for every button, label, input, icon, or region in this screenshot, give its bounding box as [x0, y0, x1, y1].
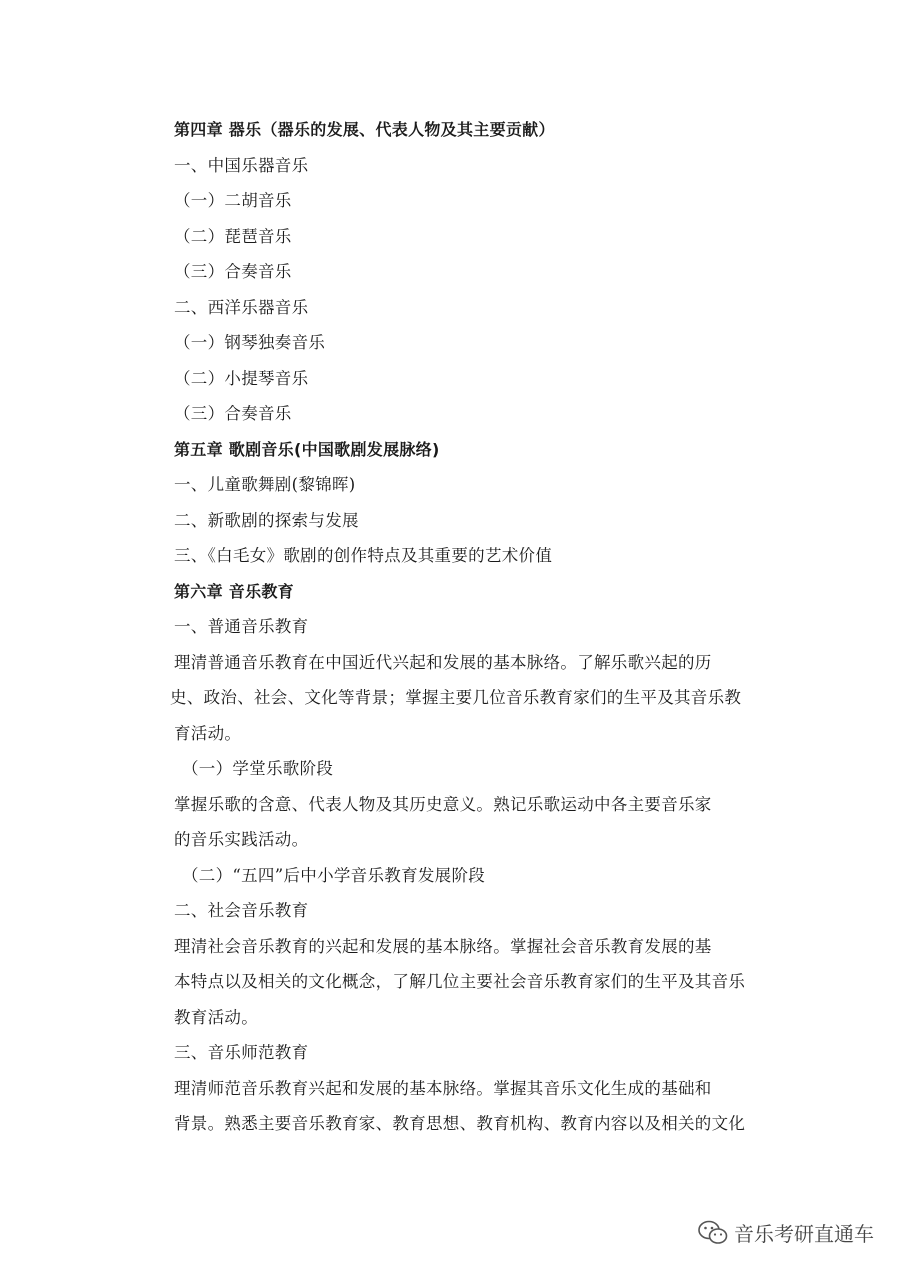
watermark-text: 音乐考研直通车: [734, 1222, 874, 1246]
body-text: 育活动。: [174, 723, 242, 743]
body-text: 理清师范音乐教育兴起和发展的基本脉络。掌握其音乐文化生成的基础和: [174, 1078, 712, 1098]
section-item: 一、普通音乐教育: [174, 617, 309, 636]
section-item: 二、西洋乐器音乐: [174, 297, 309, 317]
body-text: 理清社会音乐教育的兴起和发展的基本脉络。掌握社会音乐教育发展的基: [174, 936, 712, 956]
section-item: 三、《白毛女》歌剧的创作特点及其重要的艺术价值: [174, 546, 553, 565]
wechat-icon: [698, 1220, 728, 1246]
section-item: 二、社会音乐教育: [174, 901, 309, 920]
chapter-heading: 第六章 音乐教育: [174, 581, 294, 601]
chapter-heading: 第四章 器乐（器乐的发展、代表人物及其主要贡献）: [174, 120, 555, 139]
section-item: 二、新歌剧的探索与发展: [174, 510, 359, 530]
subsection-item: （一）钢琴独奏音乐: [174, 333, 326, 352]
body-text: 史、政治、社会、文化等背景；掌握主要几位音乐教育家们的生平及其音乐教: [170, 688, 742, 707]
body-text: 教育活动。: [174, 1007, 258, 1027]
subsection-item: （三）合奏音乐: [174, 404, 292, 423]
document-page: [170, 112, 774, 1142]
subsection-item: （二）琵琶音乐: [174, 226, 292, 246]
section-item: 一、儿童歌舞剧(黎锦晖): [174, 475, 356, 494]
subsection-item: （一）学堂乐歌阶段: [182, 759, 334, 778]
body-text: 的音乐实践活动。: [174, 830, 309, 849]
subsection-item: （二）“五四”后中小学音乐教育发展阶段: [182, 865, 486, 885]
section-item: 三、音乐师范教育: [174, 1043, 309, 1062]
subsection-item: （三）合奏音乐: [174, 262, 292, 281]
subsection-item: （一）二胡音乐: [174, 191, 292, 210]
chapter-heading: 第五章 歌剧音乐(中国歌剧发展脉络): [174, 439, 440, 459]
subsection-item: （二）小提琴音乐: [174, 368, 309, 388]
watermark: [698, 1218, 874, 1247]
body-text: 本特点以及相关的文化概念，了解几位主要社会音乐教育家们的生平及其音乐: [174, 972, 746, 991]
body-text: 掌握乐歌的含意、代表人物及其历史意义。熟记乐歌运动中各主要音乐家: [174, 794, 712, 814]
body-text: 背景。熟悉主要音乐教育家、教育思想、教育机构、教育内容以及相关的文化: [174, 1114, 746, 1133]
section-item: 一、中国乐器音乐: [174, 155, 309, 175]
body-text: 理清普通音乐教育在中国近代兴起和发展的基本脉络。了解乐歌兴起的历: [174, 652, 712, 672]
